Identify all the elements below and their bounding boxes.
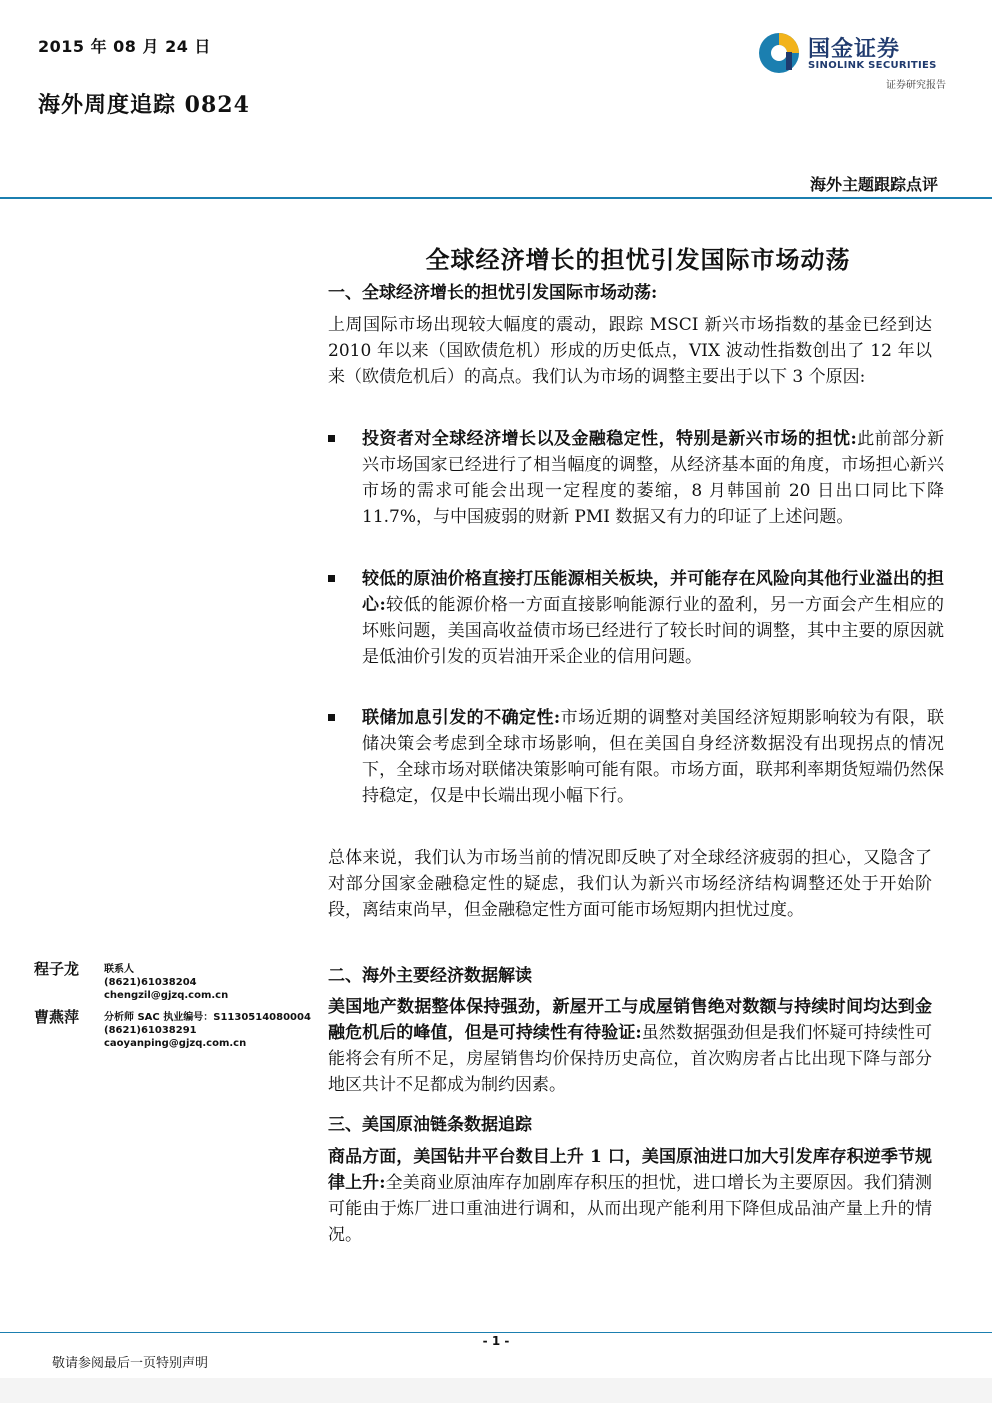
company-logo xyxy=(756,30,946,92)
page-bottom-bar xyxy=(0,1378,992,1403)
author-email: chengzil@gjzq.com.cn xyxy=(104,990,229,1001)
section3-title: 三、美国原油链条数据追踪 xyxy=(328,1115,532,1135)
report-category: 海外主题跟踪点评 xyxy=(809,175,938,194)
bullet-text: 联储加息引发的不确定性:市场近期的调整对美国经济短期影响较为有限，联储决策会考虑到全球市场影响，但在美国自身经济数据没有出现拐点的情况下，全球市场对联储决策影响可能有限。市场方面，联邦利率期货短端仍然保持稳定，仅是中长端出现小幅下行。 xyxy=(362,708,944,806)
author-contact xyxy=(104,963,228,1002)
bullet-item xyxy=(328,426,948,556)
section3-body: 商品方面，美国钻井平台数目上升 1 口，美国原油进口加大引发库存积逆季节规律上升:全美商业原油库存加剧库存积压的担忧，进口增长为主要原因。我们猜测可能由于炼厂进口重油进行调和，从而出现产能利用下降但成品油产量上升的情况。 xyxy=(328,1147,932,1245)
section1-summary: 总体来说，我们认为市场当前的情况即反映了对全球经济疲弱的担心，又隐含了对部分国家金融稳定性的疑虑，我们认为新兴市场经济结构调整还处于开始阶段，离结束尚早，但金融稳定性方面可能市场短期内担忧过度。 xyxy=(328,848,932,920)
author-role: 联系人 xyxy=(104,964,134,975)
report-date: 2015 年 08 月 24 日 xyxy=(38,37,211,56)
section1-title: 一、全球经济增长的担忧引发国际市场动荡: xyxy=(328,283,658,303)
bullet-square-icon xyxy=(328,435,335,442)
bullet-item xyxy=(328,566,948,696)
section2-title: 二、海外主要经济数据解读 xyxy=(328,966,532,986)
author-name: 曹燕萍 xyxy=(34,1008,80,1026)
page-number: - 1 - xyxy=(482,1334,510,1348)
author-email: caoyanping@gjzq.com.cn xyxy=(104,1038,247,1049)
logo-name-en: SINOLINK SECURITIES xyxy=(808,60,937,71)
footer-divider xyxy=(0,1332,992,1333)
bullet-square-icon xyxy=(328,714,335,721)
bullet-square-icon xyxy=(328,575,335,582)
bullet-item xyxy=(328,705,948,835)
section2-body: 美国地产数据整体保持强劲，新屋开工与成屋销售绝对数额与持续时间均达到金融危机后的峰值，但是可持续性有待验证:虽然数据强劲但是我们怀疑可持续性可能将会有所不足，房屋销售均价保持历史高位，首次购房者占比出现下降与部分地区共计不足都成为制约因素。 xyxy=(328,997,933,1095)
logo-subtitle: 证券研究报告 xyxy=(886,80,946,91)
author-phone: (8621)61038204 xyxy=(104,977,197,988)
section1-intro: 上周国际市场出现较大幅度的震动，跟踪 MSCI 新兴市场指数的基金已经到达 2010 年以来（国欧债危机）形成的历史低点，VIX 波动性指数创出了 12 年以来（欧债危机后）的高点。我们认为市场的调整主要出于以下 3 个原因: xyxy=(328,315,932,387)
logo-name-cn: 国金证券 xyxy=(808,37,901,62)
logo-mark-icon xyxy=(756,30,802,76)
main-headline: 全球经济增长的担忧引发国际市场动荡 xyxy=(425,245,851,274)
author-contact xyxy=(104,1011,311,1050)
footer-disclaimer: 敬请参阅最后一页特别声明 xyxy=(52,1356,209,1371)
header-divider xyxy=(0,197,992,199)
bullet-text: 投资者对全球经济增长以及金融稳定性，特别是新兴市场的担忧:此前部分新兴市场国家已经进行了相当幅度的调整，从经济基本面的角度，市场担心新兴市场的需求可能会出现一定程度的萎缩，8 月韩国前 20 日出口同比下降 11.7%，与中国疲弱的财新 PMI 数据又有力的印证了上述问题。 xyxy=(362,429,944,527)
author-name: 程子龙 xyxy=(34,960,80,978)
author-role: 分析师 SAC 执业编号：S1130514080004 xyxy=(104,1012,311,1023)
bullet-text: 较低的原油价格直接打压能源相关板块，并可能存在风险向其他行业溢出的担心:较低的能源价格一方面直接影响能源行业的盈利，另一方面会产生相应的坏账问题，美国高收益债市场已经进行了较长时间的调整，其中主要的原因就是低油价引发的页岩油开采企业的信用问题。 xyxy=(362,569,945,667)
report-title: 海外周度追踪 0824 xyxy=(38,92,250,118)
author-phone: (8621)61038291 xyxy=(104,1025,197,1036)
